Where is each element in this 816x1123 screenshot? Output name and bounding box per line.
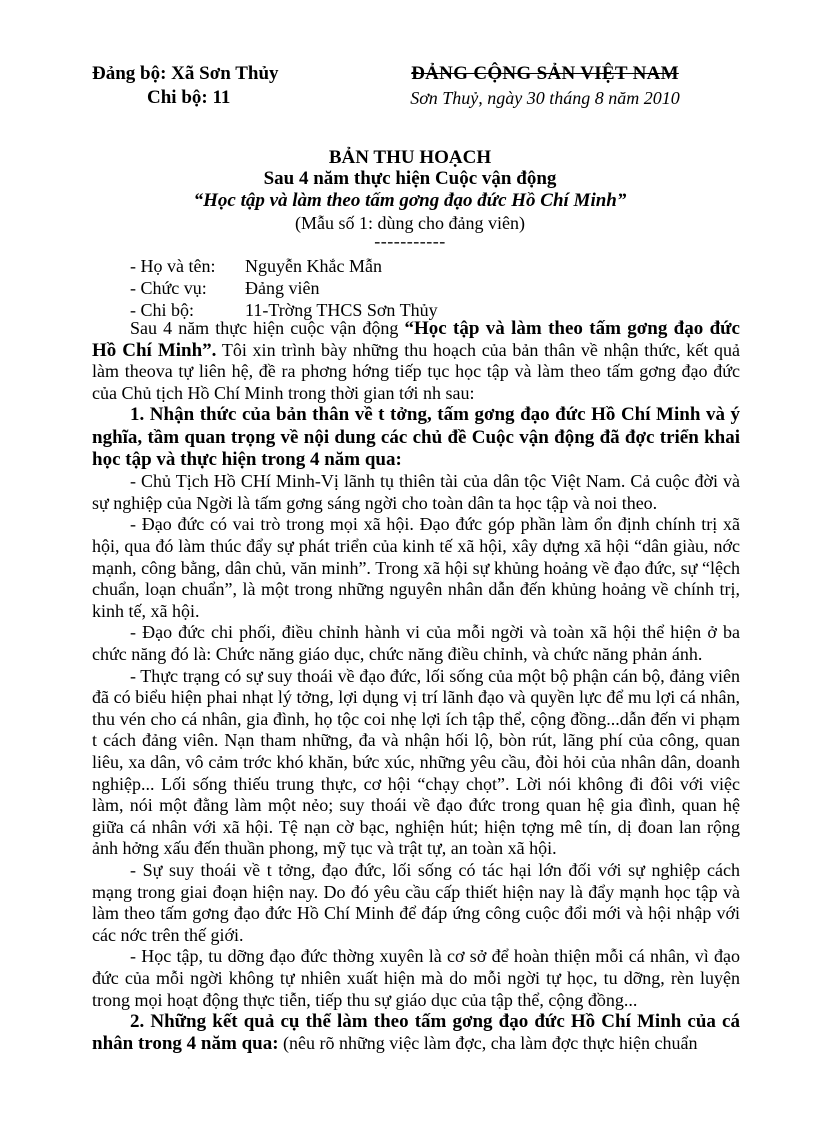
document-title-block <box>90 147 730 249</box>
document-title: BẢN THU HOẠCH <box>328 147 492 168</box>
info-row-position <box>130 277 438 299</box>
body-paragraph: - Thực trạng có sự suy thoái về đạo đức, lối sống của một bộ phận cán bộ, đảng viên đã có biểu hiện phai nhạt lý tởng, lợi dụng vị trí lãnh đạo và quyền lực để mu lợi cá nhân, thu vén cho cá nhân, gia đình, họ tộc coi nhẹ lợi ích tập thể, cộng đồng...dẫn đến vi phạm t cách đảng viên. Nạn tham những, đa và nhận hối lộ, bòn rút, lãng phí của công, quan liêu, xa dân, vô cảm trớc khó khăn, bức xúc, những yêu cầu, đòi hỏi của nhân dân, doanh nghiệp... Lối sống thiếu trung thực, cơ hội “chạy chọt”. Lời nói không đi đôi với việc làm, nói một đằng làm một nẻo; suy thoái về đạo đức trong quan hệ gia đình, quan hệ giữa cá nhân với xã hội. Tệ nạn cờ bạc, nghiện hút; hiện tợng mê tín, dị đoan lan rộng ảnh hởng xấu đến thuần phong, mỹ tục và trật tự, an toàn xã hội. <box>92 665 740 859</box>
party-committee: Đảng bộ: Xã Sơn Thủy <box>92 63 279 84</box>
campaign-reference: “Học tập và làm theo tấm gơng đạo đức Hồ Chí Minh”. <box>92 318 740 361</box>
organization-header <box>92 62 352 110</box>
place-date: Sơn Thuỷ, ngày 30 tháng 8 năm 2010 <box>410 88 680 108</box>
body-paragraph: - Sự suy thoái về t tởng, đạo đức, lối sống có tác hại lớn đối với sự nghiệp cách mạng trong giai đoạn hiện nay. Do đó yêu cầu cấp thiết hiện nay là đẩy mạnh học tập và làm theo tấm gơng đạo đức Hồ Chí Minh để đáp ứng công cuộc đổi mới và hội nhập với các nớc trên thế giới. <box>92 859 740 945</box>
intro-text: Sau 4 năm thực hiện cuộc vận động <box>130 318 405 338</box>
info-value: Đảng viên <box>245 278 320 298</box>
section-2-paragraph <box>92 1011 740 1054</box>
body-paragraph: - Đạo đức có vai trò trong mọi xã hội. Đạo đức góp phần làm ổn định chính trị xã hội, qua đó làm thúc đẩy sự phát triển của kinh tế xã hội, xây dựng xã hội “dân giàu, nớc mạnh, công bằng, dân chủ, văn minh”. Trong xã hội sự khủng hoảng về đạo đức, sự “lệch chuẩn, loạn chuẩn”, là một trong những nguyên nhân dẫn đến khủng hoảng về chính trị, kinh tế, xã hội. <box>92 514 740 621</box>
section-heading-2: 2. Những kết quả cụ thể làm theo tấm gơng đạo đức Hồ Chí Minh của cá nhân trong 4 năm qua: <box>92 1011 740 1054</box>
intro-paragraph <box>92 318 740 404</box>
party-cell: Chi bộ: 11 <box>147 87 231 108</box>
info-row-name <box>130 255 438 277</box>
party-name: ĐẢNG CỘNG SẢN VIỆT NAM <box>411 63 679 84</box>
intro-text-cont: Tôi xin trình bày những thu hoạch của bản thân về nhận thức, kết quả làm theova tự liên hệ, đề ra phơng hớng tiếp tục học tập và làm theo tấm gơng đạo đức của Chủ tịch Hồ Chí Minh trong thời gian tới nh sau: <box>92 339 740 403</box>
national-header <box>380 62 710 110</box>
personal-info <box>130 255 438 321</box>
document-body <box>92 318 740 1054</box>
info-value: Nguyễn Khắc Mẫn <box>245 256 382 276</box>
title-divider: ----------- <box>374 231 446 251</box>
info-value: 11-Trờng THCS Sơn Thủy <box>245 300 438 320</box>
campaign-name: “Học tập và làm theo tấm gơng đạo đức Hồ Chí Minh” <box>193 190 627 211</box>
body-paragraph: - Học tập, tu dỡng đạo đức thờng xuyên là cơ sở để hoàn thiện mỗi cá nhân, vì đạo đức của mỗi ngời không tự nhiên xuất hiện mà do mỗi ngời tự học, tu dỡng, rèn luyện trong mọi hoạt động thực tiễn, tiếp thu sự giáo dục của tập thể, cộng đồng... <box>92 946 740 1010</box>
info-label: - Chi bộ: <box>130 300 195 320</box>
info-label: - Chức vụ: <box>130 278 207 298</box>
body-paragraph: - Chủ Tịch Hồ CHí Minh-Vị lãnh tụ thiên tài của dân tộc Việt Nam. Cả cuộc đời và sự nghiệp của Ngời là tấm gơng sáng ngời cho toàn dân ta học tập và noi theo. <box>92 471 740 513</box>
body-paragraph: - Đạo đức chi phối, điều chỉnh hành vi của mỗi ngời và toàn xã hội thể hiện ở ba chức năng đó là: Chức năng giáo dục, chức năng điều chỉnh, và chức năng phản ánh. <box>92 622 740 665</box>
info-label: - Họ và tên: <box>130 256 216 276</box>
form-note: (Mẫu số 1: dùng cho đảng viên) <box>295 213 525 233</box>
document-subtitle: Sau 4 năm thực hiện Cuộc vận động <box>263 168 557 189</box>
section-heading-1: 1. Nhận thức của bản thân về t tởng, tấm gơng đạo đức Hồ Chí Minh và ý nghĩa, tầm quan trọng về nội dung các chủ đề Cuộc vận động đã đợc triển khai học tập và thực hiện trong 4 năm qua: <box>92 404 740 470</box>
section-2-text: (nêu rõ những việc làm đợc, cha làm đợc thực hiện chuẩn <box>278 1032 698 1053</box>
